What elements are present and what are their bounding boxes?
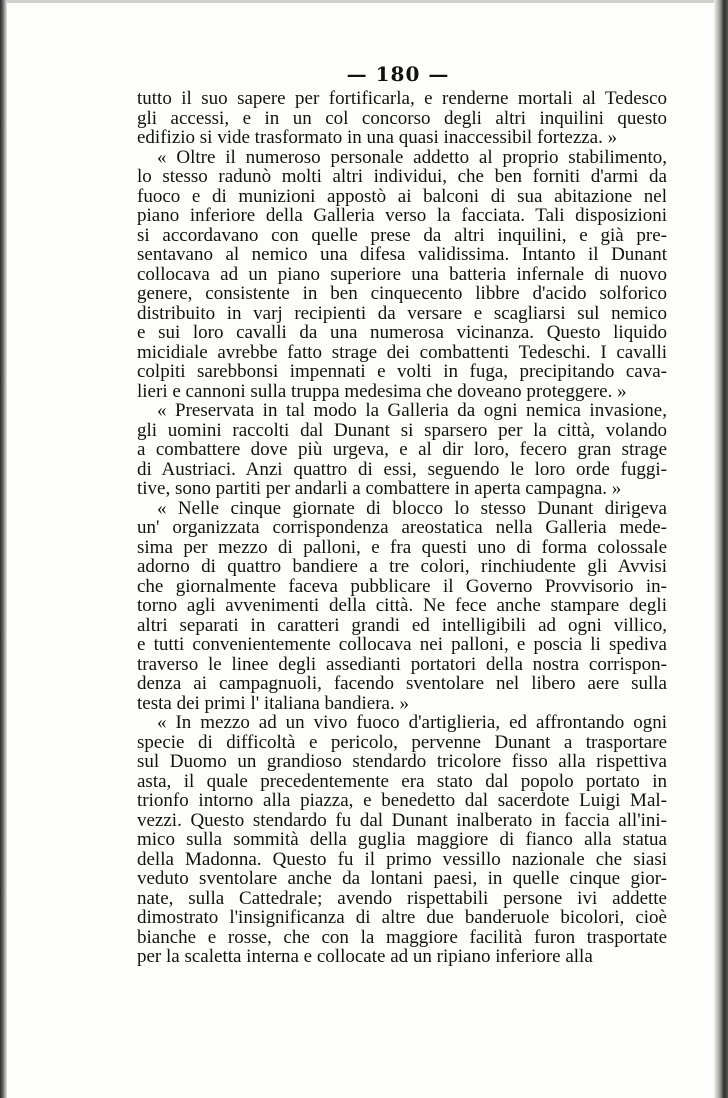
text-line: colpiti sarebbonsi impennati e volti in fuga, precipitando cava- [137, 361, 667, 382]
body-text [137, 89, 667, 967]
text-line: altri separati in caratteri grandi ed intelligibili ad ogni villico, [137, 614, 667, 636]
text-line: e tutti convenientemente collocava nei palloni, e poscia li spediva [137, 634, 667, 655]
text-line: « Nelle cinque giornate di blocco lo stesso Dunant dirigeva [157, 497, 667, 519]
text-line: traverso le linee degli assedianti portatori della nostra corrispon- [137, 653, 667, 675]
text-line: lieri e cannoni sulla truppa medesima che doveano proteggere. » [137, 380, 627, 402]
text-line: gli uomini raccolti dal Dunant si sparsero per la città, volando [137, 419, 667, 441]
text-line: nate, sulla Cattedrale; avendo rispettabili persone ivi addette [137, 887, 667, 909]
text-line: denza ai campagnuoli, facendo sventolare nel libero aere sulla [137, 673, 667, 694]
text-line: sul Duomo un grandioso stendardo tricolore fisso alla rispettiva [137, 751, 667, 772]
paragraph [137, 148, 667, 402]
text-line: tive, sono partiti per andarli a combattere in aperta campagna. » [137, 478, 622, 499]
text-line: si accordavano con quelle prese da altri inquilini, e già pre- [137, 224, 667, 246]
paragraph [137, 499, 667, 714]
text-line: « Preservata in tal modo la Galleria da ogni nemica invasione, [157, 400, 667, 421]
text-line: a combattere dove più urgeva, e al dir loro, fecero gran strage [137, 439, 667, 460]
text-line: gli accessi, e in un col concorso degli altri inquilini questo [137, 107, 667, 129]
page-left-edge [0, 0, 7, 1098]
text-line: e sui loro cavalli da una numerosa vicinanza. Questo liquido [137, 322, 667, 343]
page-number: — 180 — [346, 62, 450, 86]
text-line: un' organizzata corrispondenza areostatica nella Galleria mede- [137, 517, 667, 538]
text-line: adorno di quattro bandiere a tre colori, rinchiudente gli Avvisi [137, 556, 667, 577]
paragraph [137, 713, 667, 967]
text-line: vezzi. Questo stendardo fu dal Dunant inalberato in faccia all'ini- [137, 809, 667, 831]
page-right-edge [714, 0, 728, 1098]
text-line: specie di difficoltà e pericolo, pervenne Dunant a trasportare [137, 731, 667, 753]
text-line: genere, consistente in ben cinquecento libbre d'acido solforico [137, 283, 667, 304]
text-line: torno agli avvenimenti della città. Ne fece anche stampare degli [137, 595, 667, 616]
text-line: che giornalmente faceva pubblicare il Governo Provvisorio in- [137, 575, 667, 597]
text-line: della Madonna. Questo fu il primo vessillo nazionale che siasi [137, 848, 667, 870]
text-line: « Oltre il numeroso personale addetto al proprio stabilimento, [157, 146, 667, 168]
text-line: testa dei primi l' italiana bandiera. » [137, 692, 409, 714]
text-line: di Austriaci. Anzi quattro di essi, seguendo le loro orde fuggi- [137, 458, 667, 480]
page-top-edge [0, 0, 728, 3]
text-line: piano inferiore della Galleria verso la facciata. Tali disposizioni [137, 205, 667, 226]
text-line: sima per mezzo di palloni, e fra questi uno di forma colossale [137, 536, 667, 558]
paragraph [137, 401, 667, 499]
text-line: bianche e rosse, che con la maggiore facilità furon trasportate [137, 926, 667, 948]
text-line: trionfo intorno alla piazza, e benedetto dal sacerdote Luigi Mal- [137, 790, 667, 811]
text-line: collocava ad un piano superiore una batteria infernale di nuovo [137, 263, 667, 285]
text-line: micidiale avrebbe fatto strage dei combattenti Tedeschi. I cavalli [137, 341, 667, 363]
text-line: dimostrato l'insignificanza di altre due banderuole bicolori, cioè [137, 907, 667, 928]
text-line: edifizio si vide trasformato in una quasi inaccessibil fortezza. » [137, 127, 618, 148]
text-line: lo stesso radunò molti altri individui, che ben forniti d'armi da [137, 166, 667, 187]
text-line: mico sulla sommità della guglia maggiore di fianco alla statua [137, 829, 667, 850]
text-line: per la scaletta interna e collocate ad un ripiano inferiore alla [137, 946, 593, 967]
text-line: « In mezzo ad un vivo fuoco d'artiglieria, ed affrontando ogni [157, 712, 667, 733]
text-line: sentavano al nemico una difesa validissima. Intanto il Dunant [137, 244, 667, 265]
text-line: veduto sventolare anche da lontani paesi, in quelle cinque gior- [137, 868, 667, 889]
paragraph [137, 89, 667, 148]
text-line: asta, il quale precedentemente era stato dal popolo portato in [137, 770, 667, 792]
text-line: fuoco e di munizioni appostò ai balconi di sua abitazione nel [137, 185, 667, 207]
text-line: distribuito in varj recipienti da versare e scagliarsi sul nemico [137, 302, 667, 324]
text-line: tutto il suo sapere per fortificarla, e renderne mortali al Tedesco [137, 88, 667, 109]
